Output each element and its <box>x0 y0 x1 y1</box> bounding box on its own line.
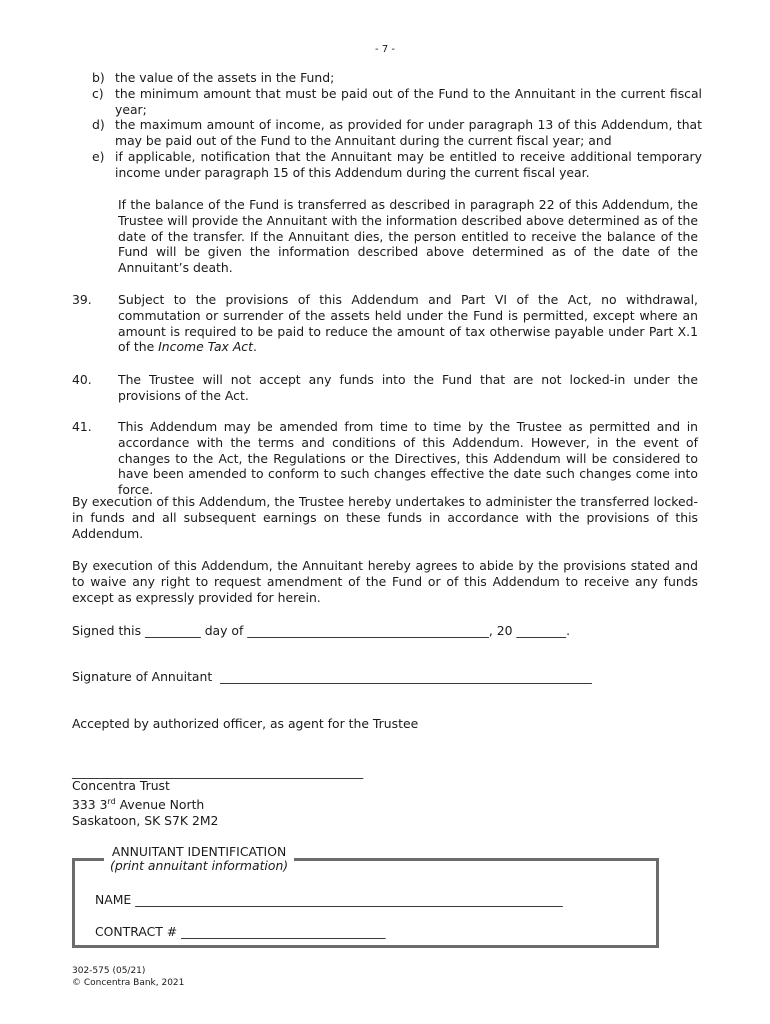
identification-title: ANNUITANT IDENTIFICATION <box>111 844 287 859</box>
section-39 <box>72 292 698 355</box>
list-item <box>92 117 702 149</box>
identification-subtitle: (print annuitant information) <box>110 858 289 873</box>
list-marker: c) <box>92 85 104 101</box>
section-41 <box>72 419 698 498</box>
identification-heading <box>104 845 294 873</box>
list-marker: e) <box>92 148 105 164</box>
list-item <box>92 149 702 181</box>
section-number: 39. <box>72 292 92 307</box>
city-postal: Saskatoon, SK S7K 2M2 <box>72 813 219 829</box>
list-text: the maximum amount of income, as provided for under paragraph 13 of this Addendum, that may be paid out of the Fund to the Annuitant during the current fiscal year; and <box>115 117 702 149</box>
name-field[interactable]: NAME _____________________________________________________________________ <box>95 892 563 907</box>
trustee-address <box>72 778 218 829</box>
section-number: 40. <box>72 372 92 387</box>
section-text: This Addendum may be amended from time to time by the Trustee as permitted and in accordance with the terms and conditions of this Addendum. However, in the event of changes to the Act, the Regulations or the Directives, this Addendum will be considered to have been amended to conform to such changes effective the date such changes come into force. <box>118 419 698 498</box>
page-number: - 7 - <box>375 44 395 55</box>
section-text: The Trustee will not accept any funds into the Fund that are not locked-in under the provisions of the Act. <box>118 372 698 403</box>
list-item <box>92 86 702 118</box>
page-footer <box>72 965 184 989</box>
list-marker: d) <box>92 117 105 133</box>
copyright-notice: © Concentra Bank, 2021 <box>72 978 185 988</box>
contract-number-field[interactable]: CONTRACT # _________________________________ <box>95 924 386 939</box>
list-item <box>92 70 702 86</box>
trustee-execution-paragraph: By execution of this Addendum, the Trustee hereby undertakes to administer the transferred locked-in funds and all subsequent earnings on these funds in accordance with the provisions of this Addendum. <box>72 494 698 541</box>
accepted-by-label: Accepted by authorized officer, as agent for the Trustee <box>72 716 419 731</box>
street-address: 333 3rd Avenue North <box>72 797 205 813</box>
annuitant-execution-paragraph: By execution of this Addendum, the Annuitant hereby agrees to abide by the provisions stated and to waive any right to request amendment of the Fund or of this Addendum to receive any funds except as expressly provided for herein. <box>72 558 698 605</box>
form-code: 302-575 (05/21) <box>72 966 146 976</box>
officer-signature-line[interactable]: _______________________________________________ <box>72 764 364 779</box>
info-list <box>92 70 702 181</box>
company-name: Concentra Trust <box>72 778 170 793</box>
list-text: the value of the assets in the Fund; <box>115 70 335 85</box>
signed-date-line[interactable]: Signed this _________ day of _______________________________________, 20 ________. <box>72 623 571 638</box>
transfer-paragraph: If the balance of the Fund is transferred as described in paragraph 22 of this Addendum, the Trustee will provide the Annuitant with the information described above determined as of the date of the transfer. If the Annuitant dies, the person entitled to receive the balance of the Fund will be given the information described above determined as of the date of the Annuitant’s death. <box>118 197 698 276</box>
section-40 <box>72 372 698 404</box>
annuitant-signature-line[interactable]: Signature of Annuitant ____________________________________________________________ <box>72 669 592 684</box>
section-text: Subject to the provisions of this Addendum and Part VI of the Act, no withdrawal, commutation or surrender of the assets held under the Fund is permitted, except where an amount is required to be paid to reduce the amount of tax otherwise payable under Part X.1 of the Income Tax Act. <box>118 292 698 355</box>
section-number: 41. <box>72 419 92 434</box>
act-name: Income Tax Act <box>158 339 253 355</box>
list-marker: b) <box>92 70 105 85</box>
list-text: the minimum amount that must be paid out of the Fund to the Annuitant in the current fiscal year; <box>115 85 702 117</box>
list-text: if applicable, notification that the Annuitant may be entitled to receive additional temporary income under paragraph 15 of this Addendum during the current fiscal year. <box>115 148 702 180</box>
